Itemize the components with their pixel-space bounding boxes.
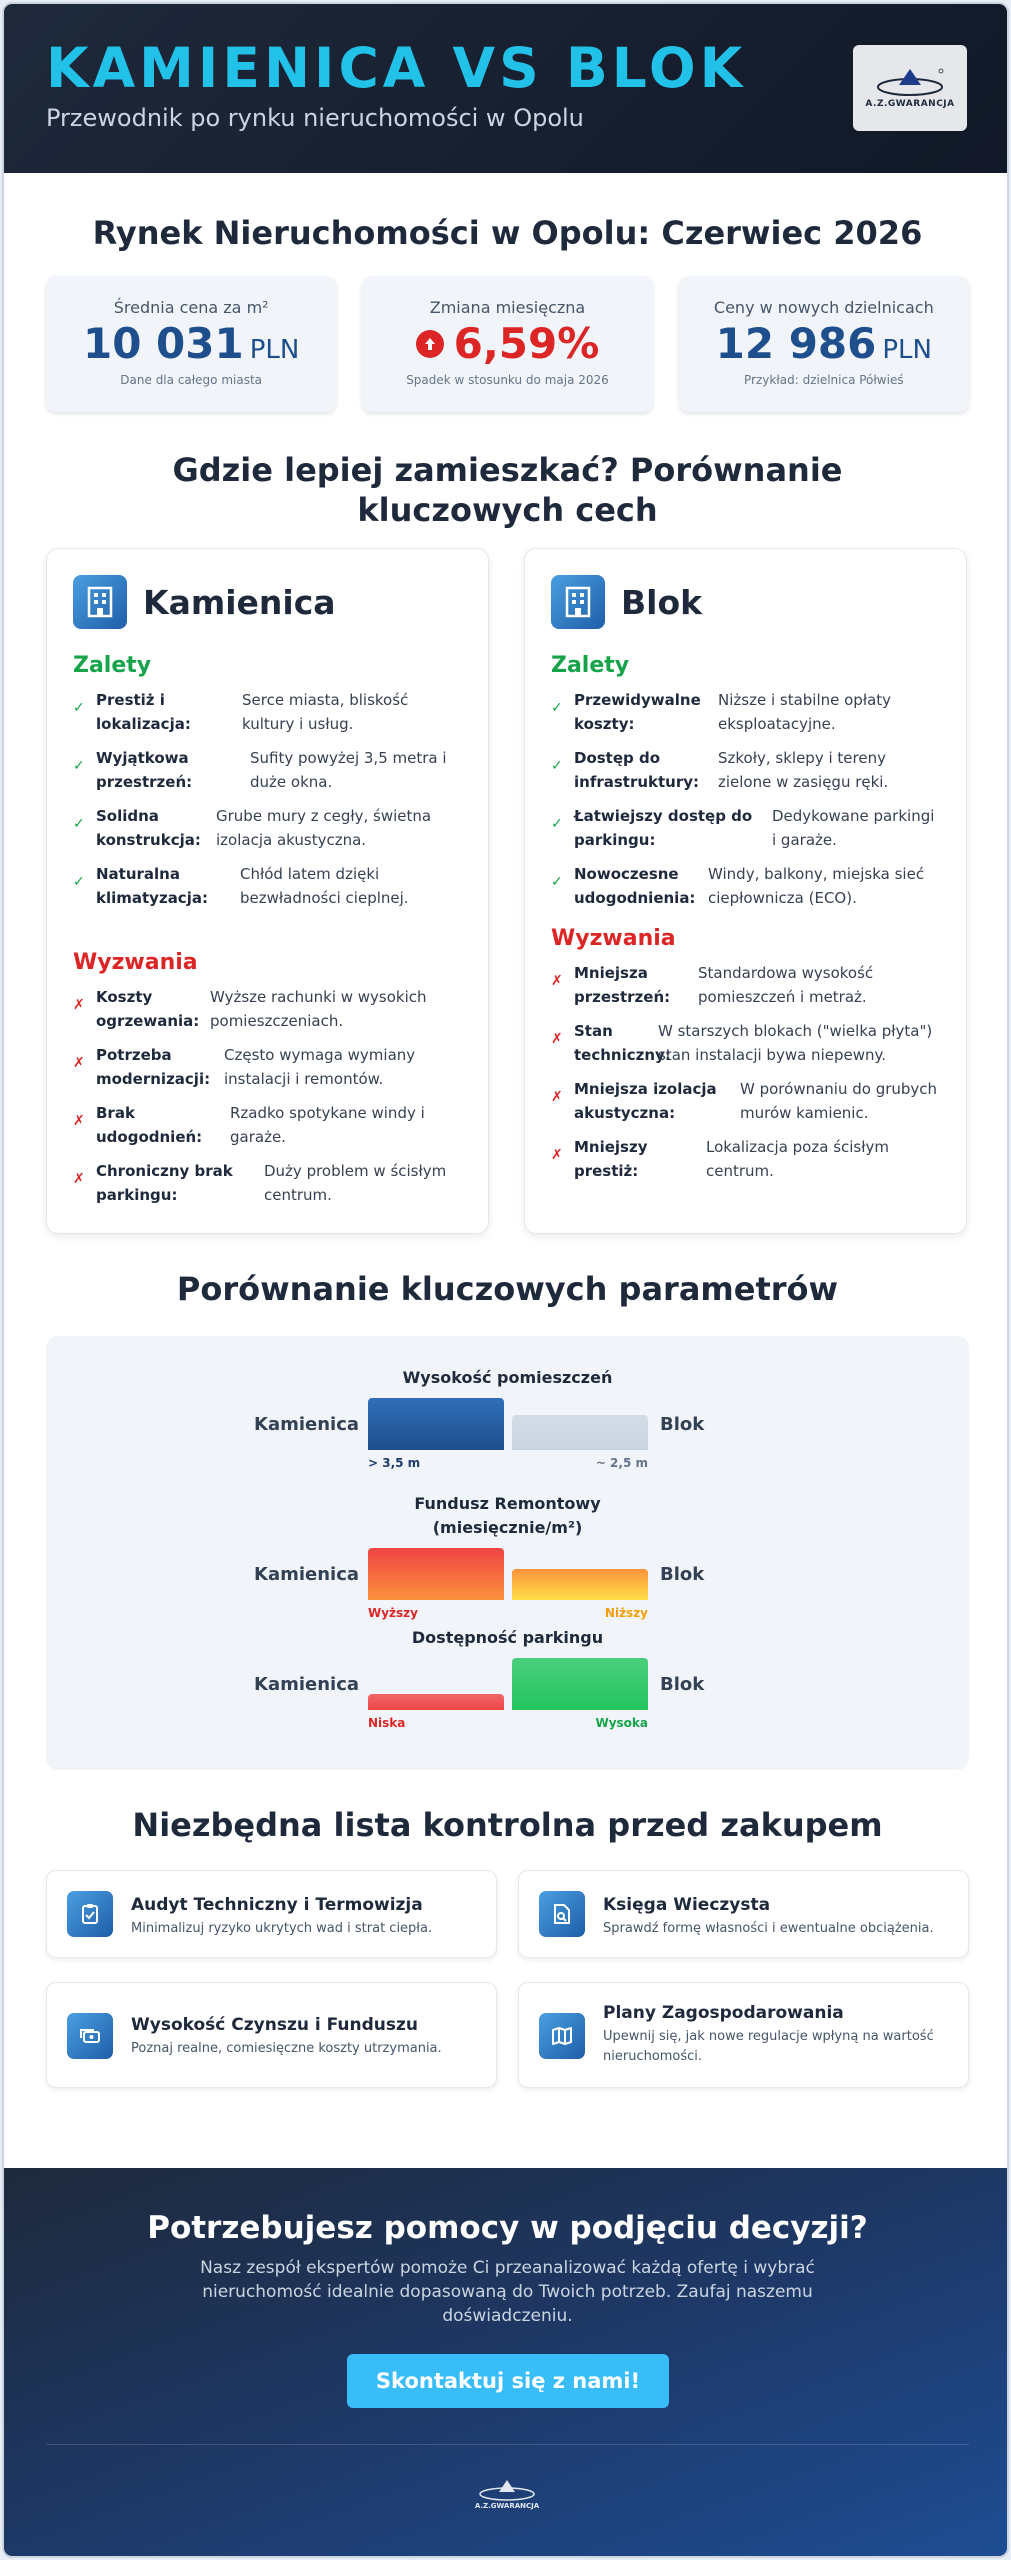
metric-title: Wysokość pomieszczeń [402,1368,613,1387]
logo-text: A.Z.GWARANCJA [474,2502,540,2510]
building-icon [551,575,605,629]
cross-icon: ✗ [551,1031,563,1047]
metric-caption-right: Niższy [604,1606,648,1620]
pro-item: ✓ Prestiż i lokalizacja: Serce miasta, bliskość kultury i usług. [73,688,462,736]
cross-icon: ✗ [73,1171,85,1187]
card-blok [524,548,967,1234]
cons-heading: Wyzwania [73,950,198,975]
metric-bar-left [368,1548,504,1600]
checklist-item-rent[interactable] [46,1982,497,2088]
metric-bar-right [512,1569,648,1600]
logo-text: A.Z.GWARANCJA [865,99,955,109]
building-icon [73,575,127,629]
logo-roof-icon [477,2478,537,2502]
checklist-item-title: Audyt Techniczny i Termowizja [131,1895,423,1915]
metric-bar-right [512,1415,648,1450]
checklist-item-desc: Poznaj realne, comiesięczne koszty utrzymania. [131,2041,442,2056]
cta-section [4,2168,1009,2558]
clipboard-check-icon [67,1891,113,1937]
document-search-icon [539,1891,585,1937]
checklist-item-title: Plany Zagospodarowania [603,2003,844,2023]
pro-item: ✓ Dostęp do infrastruktury: Szkoły, sklepy i tereny zielone w zasięgu ręki. [551,746,940,794]
con-item: ✗ Koszty ogrzewania: Wyższe rachunki w wysokich pomieszczeniach. [73,985,462,1033]
cross-icon: ✗ [551,1147,563,1163]
pros-heading: Zalety [551,653,630,678]
stats-row [46,276,969,412]
check-icon: ✓ [73,816,85,832]
card-kamienica [46,548,489,1234]
con-item: ✗ Chroniczny brak parkingu: Duży problem w ścisłym centrum. [73,1159,462,1207]
pro-item: ✓ Naturalna klimatyzacja: Chłód latem dzięki bezwładności cieplnej. [73,862,462,910]
metric-caption-left: Niska [368,1716,406,1730]
arrow-up-circle-icon [416,330,444,358]
metric-right-label: Blok [660,1414,705,1435]
checklist-item-desc: Upewnij się, jak nowe regulacje wpłyną na wartość nieruchomości. [603,2029,934,2064]
page-title: KAMIENICA VS BLOK [46,36,747,100]
con-item: ✗ Brak udogodnień: Rzadko spotykane windy i garaże. [73,1101,462,1149]
checklist-item-land-registry[interactable] [518,1870,969,1958]
stat-card-monthly-change [362,276,652,412]
check-icon: ✓ [551,758,563,774]
stat-label: Średnia cena za m² [113,298,269,317]
cta-text: Nasz zespół ekspertów pomoże Ci przeanalizować każdą ofertę i wybrać nieruchomość idealnie dopasowaną do Twoich potrzeb. Zaufaj naszemu doświadczeniu. [200,2258,815,2326]
metric-caption-right: Wysoka [595,1716,648,1730]
pro-item: ✓ Łatwiejszy dostęp do parkingu: Dedykowane parkingi i garaże. [551,804,940,852]
metric-left-label: Kamienica [254,1564,360,1585]
logo-roof-icon [875,67,945,97]
check-icon: ✓ [73,700,85,716]
metric-bar-left [368,1398,504,1450]
checklist-item-desc: Minimalizuj ryzyko ukrytych wad i strat ciepła. [131,1921,433,1936]
metric-caption-right: ~ 2,5 m [595,1456,648,1470]
contact-button[interactable]: Skontaktuj się z nami! [347,2354,669,2408]
checklist-title: Niezbędna lista kontrolna przed zakupem [132,1806,883,1844]
checklist-item-audit[interactable] [46,1870,497,1958]
con-item: ✗ Potrzeba modernizacji: Często wymaga wymiany instalacji i remontów. [73,1043,462,1091]
metric-caption-left: Wyższy [368,1606,418,1620]
cross-icon: ✗ [551,1089,563,1105]
check-icon: ✓ [73,758,85,774]
pro-item: ✓ Solidna konstrukcja: Grube mury z cegły, świetna izolacja akustyczna. [73,804,462,852]
cta-title: Potrzebujesz pomocy w podjęciu decyzji? [147,2210,868,2246]
map-icon [539,2013,585,2059]
stat-value: 6,59% [362,321,652,367]
checklist-item-zoning[interactable] [518,1982,969,2088]
metric-right-label: Blok [660,1674,705,1695]
page-subtitle: Przewodnik po rynku nieruchomości w Opolu [46,104,584,132]
metric-left-label: Kamienica [254,1674,360,1695]
check-icon: ✓ [551,816,563,832]
company-logo[interactable] [853,45,967,131]
pro-item: ✓ Nowoczesne udogodnienia: Windy, balkony, miejska sieć ciepłownicza (ECO). [551,862,940,910]
stat-label: Zmiana miesięczna [429,298,586,317]
metric-bar-left [368,1694,504,1710]
checklist-item-title: Księga Wieczysta [603,1895,771,1915]
pro-item: ✓ Wyjątkowa przestrzeń: Sufity powyżej 3,5 metra i duże okna. [73,746,462,794]
divider [46,2444,969,2445]
pros-heading: Zalety [73,653,152,678]
metric-right-label: Blok [660,1564,705,1585]
stat-label: Ceny w nowych dzielnicach [713,298,934,317]
pro-item: ✓ Przewidywalne koszty: Niższe i stabilne opłaty eksploatacyjne. [551,688,940,736]
check-icon: ✓ [73,874,85,890]
cross-icon: ✗ [73,1055,85,1071]
header [4,4,1007,173]
checklist-item-title: Wysokość Czynszu i Funduszu [131,2015,418,2035]
cons-heading: Wyzwania [551,926,676,951]
stat-card-avg-price [46,276,336,412]
con-item: ✗ Mniejsza izolacja akustyczna: W porównaniu do grubych murów kamienic. [551,1077,940,1125]
cross-icon: ✗ [551,973,563,989]
con-item: ✗ Mniejszy prestiż: Lokalizacja poza ścisłym centrum. [551,1135,940,1183]
stat-value: 12 986 PLN [715,319,932,368]
page [2,2,1009,2558]
footer-logo[interactable] [474,2478,540,2514]
money-icon [67,2013,113,2059]
cross-icon: ✗ [73,1113,85,1129]
compare-title: Gdzie lepiej zamieszkać? Porównanie kluczowych cech [172,451,843,529]
stat-value: 10 031 PLN [82,319,300,368]
metric-title: Dostępność parkingu [411,1628,604,1647]
check-icon: ✓ [551,874,563,890]
con-item: ✗ Mniejsza przestrzeń: Standardowa wysokość pomieszczeń i metraż. [551,961,940,1009]
con-item: ✗ Stan techniczny: W starszych blokach ("wielka płyta") stan instalacji bywa niepewny. [551,1019,940,1067]
card-title: Blok [621,582,703,622]
metric-bar-right [512,1658,648,1710]
params-panel [46,1336,969,1770]
metric-caption-left: > 3,5 m [368,1456,421,1470]
market-title: Rynek Nieruchomości w Opolu: Czerwiec 2026 [92,214,923,252]
checklist-item-desc: Sprawdź formę własności i ewentualne obciążenia. [603,1921,934,1936]
params-title: Porównanie kluczowych parametrów [176,1270,839,1308]
stat-note: Dane dla całego miasta [120,373,263,388]
metric-left-label: Kamienica [254,1414,360,1435]
metric-title: Fundusz Remontowy (miesięcznie/m²) [414,1494,601,1537]
stat-card-new-districts [679,276,969,412]
stat-note: Przykład: dzielnica Półwieś [744,373,904,388]
card-title: Kamienica [143,582,336,622]
cross-icon: ✗ [73,997,85,1013]
stat-note: Spadek w stosunku do maja 2026 [406,373,609,388]
check-icon: ✓ [551,700,563,716]
